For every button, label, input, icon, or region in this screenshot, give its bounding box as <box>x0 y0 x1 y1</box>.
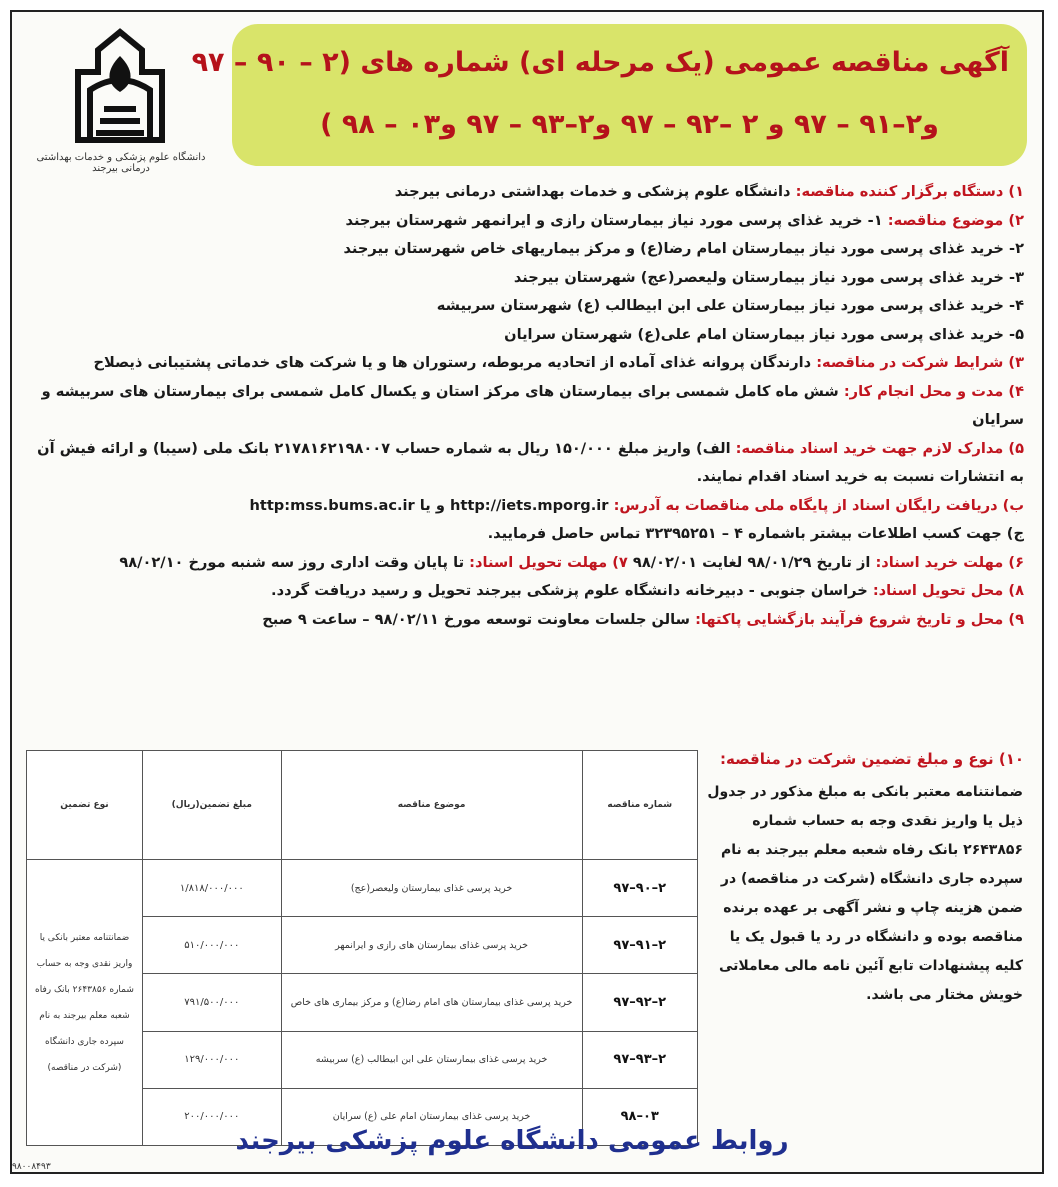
tender-number: ۲–۹۰–۹۷ <box>582 860 698 917</box>
table-header-row <box>27 751 698 860</box>
section-2-item-4: ۴- خرید غذای پرسی مورد نیاز بیمارستان علی ابن ابیطالب (ع) شهرستان سربیشه <box>436 297 1024 314</box>
notice-code: ۹۸۰۰۸۴۹۳ <box>12 1162 51 1172</box>
tender-subject: خرید پرسی غذای بیمارستان های رازی و ایرانمهر <box>281 917 582 974</box>
section-5 <box>34 435 1024 492</box>
section-2-label: ۲) موضوع مناقصه: <box>887 211 1024 229</box>
tender-subject: خرید پرسی غذای بیمارستان ولیعصر(عج) <box>281 860 582 917</box>
tender-number: ۲–۹۱–۹۷ <box>582 917 698 974</box>
section-9 <box>34 606 1024 635</box>
tender-subject: خرید پرسی غذای بیمارستان امام علی (ع) سرایان <box>281 1088 582 1145</box>
section-5-text: الف) واریز مبلغ ۱۵۰/۰۰۰ ریال به شماره حساب ۲۱۷۸۱۶۲۱۹۸۰۰۷ بانک ملی (سیبا) و ارائه فیش آن به انتشارات نسبت به خرید اسناد اقدام نمایند. <box>37 439 1024 485</box>
section-3-label: ۳) شرایط شرکت در مناقصه: <box>816 354 1024 371</box>
section-6-7 <box>34 549 1024 578</box>
section-7-text: تا پایان وقت اداری روز سه شنبه مورخ ۹۸/۰۲/۱۰ <box>119 553 470 571</box>
section-1-text: دانشگاه علوم پزشکی و خدمات بهداشتی درمانی بیرجند <box>394 183 796 200</box>
tender-number: ۲–۹۳–۹۷ <box>582 1031 698 1088</box>
guarantee-amount: ۵۱۰/۰۰۰/۰۰۰ <box>142 917 281 974</box>
section-b <box>34 492 1024 521</box>
logo-caption: دانشگاه علوم پزشکی و خدمات بهداشتی درمانی بیرجند <box>36 152 206 174</box>
footer-signature: روابط عمومی دانشگاه علوم پزشکی بیرجند <box>235 1126 789 1156</box>
section-8 <box>34 577 1024 606</box>
section-7-label: ۷) مهلت تحویل اسناد: <box>469 553 628 571</box>
section-4-label: ۴) مدت و محل انجام کار: <box>843 382 1024 400</box>
table-row <box>27 860 698 917</box>
guarantee-type: ضمانتنامه معتبر بانکی یا واریز نقدی وجه به حساب شماره ۲۶۴۳۸۵۶ بانک رفاه شعبه معلم بیرجند به نام سپرده جاری دانشگاه (شرکت در مناقصه) <box>27 860 143 1146</box>
section-9-label: ۹) محل و تاریخ شروع فرآیند بازگشایی پاکتها: <box>695 610 1024 628</box>
tender-number: ۲–۹۲–۹۷ <box>582 974 698 1031</box>
section-2 <box>34 207 1024 236</box>
section-8-text: خراسان جنوبی - دبیرخانه دانشگاه علوم پزشکی بیرجند تحویل و رسید دریافت گردد. <box>271 582 873 599</box>
col-header-type: نوع تضمین <box>27 751 143 860</box>
col-header-number: شماره مناقصه <box>582 751 698 860</box>
section-4 <box>34 378 1024 435</box>
section-2-item-5: ۵- خرید غذای پرسی مورد نیاز بیمارستان امام علی(ع) شهرستان سرایان <box>504 325 1024 343</box>
guarantee-paragraph: ضمانتنامه معتبر بانکی به مبلغ مذکور در جدول ذیل یا واریز نقدی وجه به حساب شماره ۲۶۴۳۸۵۶ بانک رفاه شعبه معلم بیرجند به نام سپرده جاری دانشگاه (شرکت در مناقصه) در ضمن هزینه چاپ و نشر آگهی بر عهده برنده مناقصه بوده و دانشگاه در رد یا قبول یک یا کلیه پیشنهادات تابع آئین نامه مالی معاملاتی خویش مختار می باشد. <box>707 784 1023 1003</box>
section-6-text: از تاریخ ۹۸/۰۱/۲۹ لغایت ۹۸/۰۲/۰۱ <box>627 553 876 571</box>
guarantee-amount: ۷۹۱/۵۰۰/۰۰۰ <box>142 974 281 1031</box>
col-header-subject: موضوع مناقصه <box>281 751 582 860</box>
guarantee-amount: ۱/۸۱۸/۰۰۰/۰۰۰ <box>142 860 281 917</box>
tender-subject: خرید پرسی غذای بیمارستان های امام رضا(ع) و مرکز بیماری های خاص <box>281 974 582 1031</box>
section-2-item-2: ۲- خرید غذای پرسی مورد نیاز بیمارستان امام رضا(ع) و مرکز بیماریهای خاص شهرستان بیرجند <box>343 240 1024 257</box>
section-3 <box>34 349 1024 378</box>
section-3-text: دارندگان پروانه غذای آماده از اتحادیه مربوطه، رستوران ها و یا شرکت های خدماتی پشتیبانی ذیصلاح <box>93 354 817 371</box>
section-1 <box>34 178 1024 207</box>
section-2-text: ۱- خرید غذای پرسی مورد نیاز بیمارستان رازی و ایرانمهر شهرستان بیرجند <box>345 211 888 229</box>
section-10-label: ۱۰) نوع و مبلغ تضمین شرکت در مناقصه: <box>720 750 1024 768</box>
section-5-label: ۵) مدارک لازم جهت خرید اسناد مناقصه: <box>735 439 1024 457</box>
section-4-text: شش ماه کامل شمسی برای بیمارستان های مرکز استان و یکسال کامل شمسی برای بیمارستان های سربیشه و سرایان <box>41 382 1024 428</box>
section-2-item-3: ۳- خرید غذای پرسی مورد نیاز بیمارستان ولیعصر(عج) شهرستان بیرجند <box>513 268 1024 286</box>
section-9-text: سالن جلسات معاونت توسعه مورخ ۹۸/۰۲/۱۱ – ساعت ۹ صبح <box>262 610 696 628</box>
tender-subject: خرید پرسی غذای بیمارستان علی ابن ابیطالب (ع) سربیشه <box>281 1031 582 1088</box>
section-j: ج) جهت کسب اطلاعات بیشتر باشماره ۴ – ۳۲۳۹۵۲۵۱ تماس حاصل فرمایید. <box>487 525 1024 542</box>
section-6-label: ۶) مهلت خرید اسناد: <box>875 553 1024 571</box>
university-logo-icon <box>30 20 210 160</box>
title-line-1: آگهی مناقصه عمومی (یک مرحله ای) شماره های (۲ – ۹۰ – ۹۷ <box>191 47 1009 78</box>
title-banner <box>191 24 1027 166</box>
guarantee-amount: ۲۰۰/۰۰۰/۰۰۰ <box>142 1088 281 1145</box>
tender-number: ۰۳–۹۸ <box>582 1088 698 1145</box>
notice-body <box>34 178 1024 634</box>
guarantee-amount: ۱۲۹/۰۰۰/۰۰۰ <box>142 1031 281 1088</box>
guarantee-table <box>26 750 698 1146</box>
section-b-links[interactable]: http://iets.mporg.ir و یا http:mss.bums.ac.ir <box>249 496 614 514</box>
section-8-label: ۸) محل تحویل اسناد: <box>872 582 1024 599</box>
title-line-2: و۲–۹۱ – ۹۷ و ۲ –۹۲ – ۹۷ و۲–۹۳ – ۹۷ و۰۳ – ۹۸ ) <box>320 109 939 140</box>
section-1-label: ۱) دستگاه برگزار کننده مناقصه: <box>795 183 1024 200</box>
col-header-amount: مبلغ تضمین(ریال) <box>142 751 281 860</box>
section-b-label: ب) دریافت رایگان اسناد از پایگاه ملی مناقصات به آدرس: <box>613 496 1024 514</box>
